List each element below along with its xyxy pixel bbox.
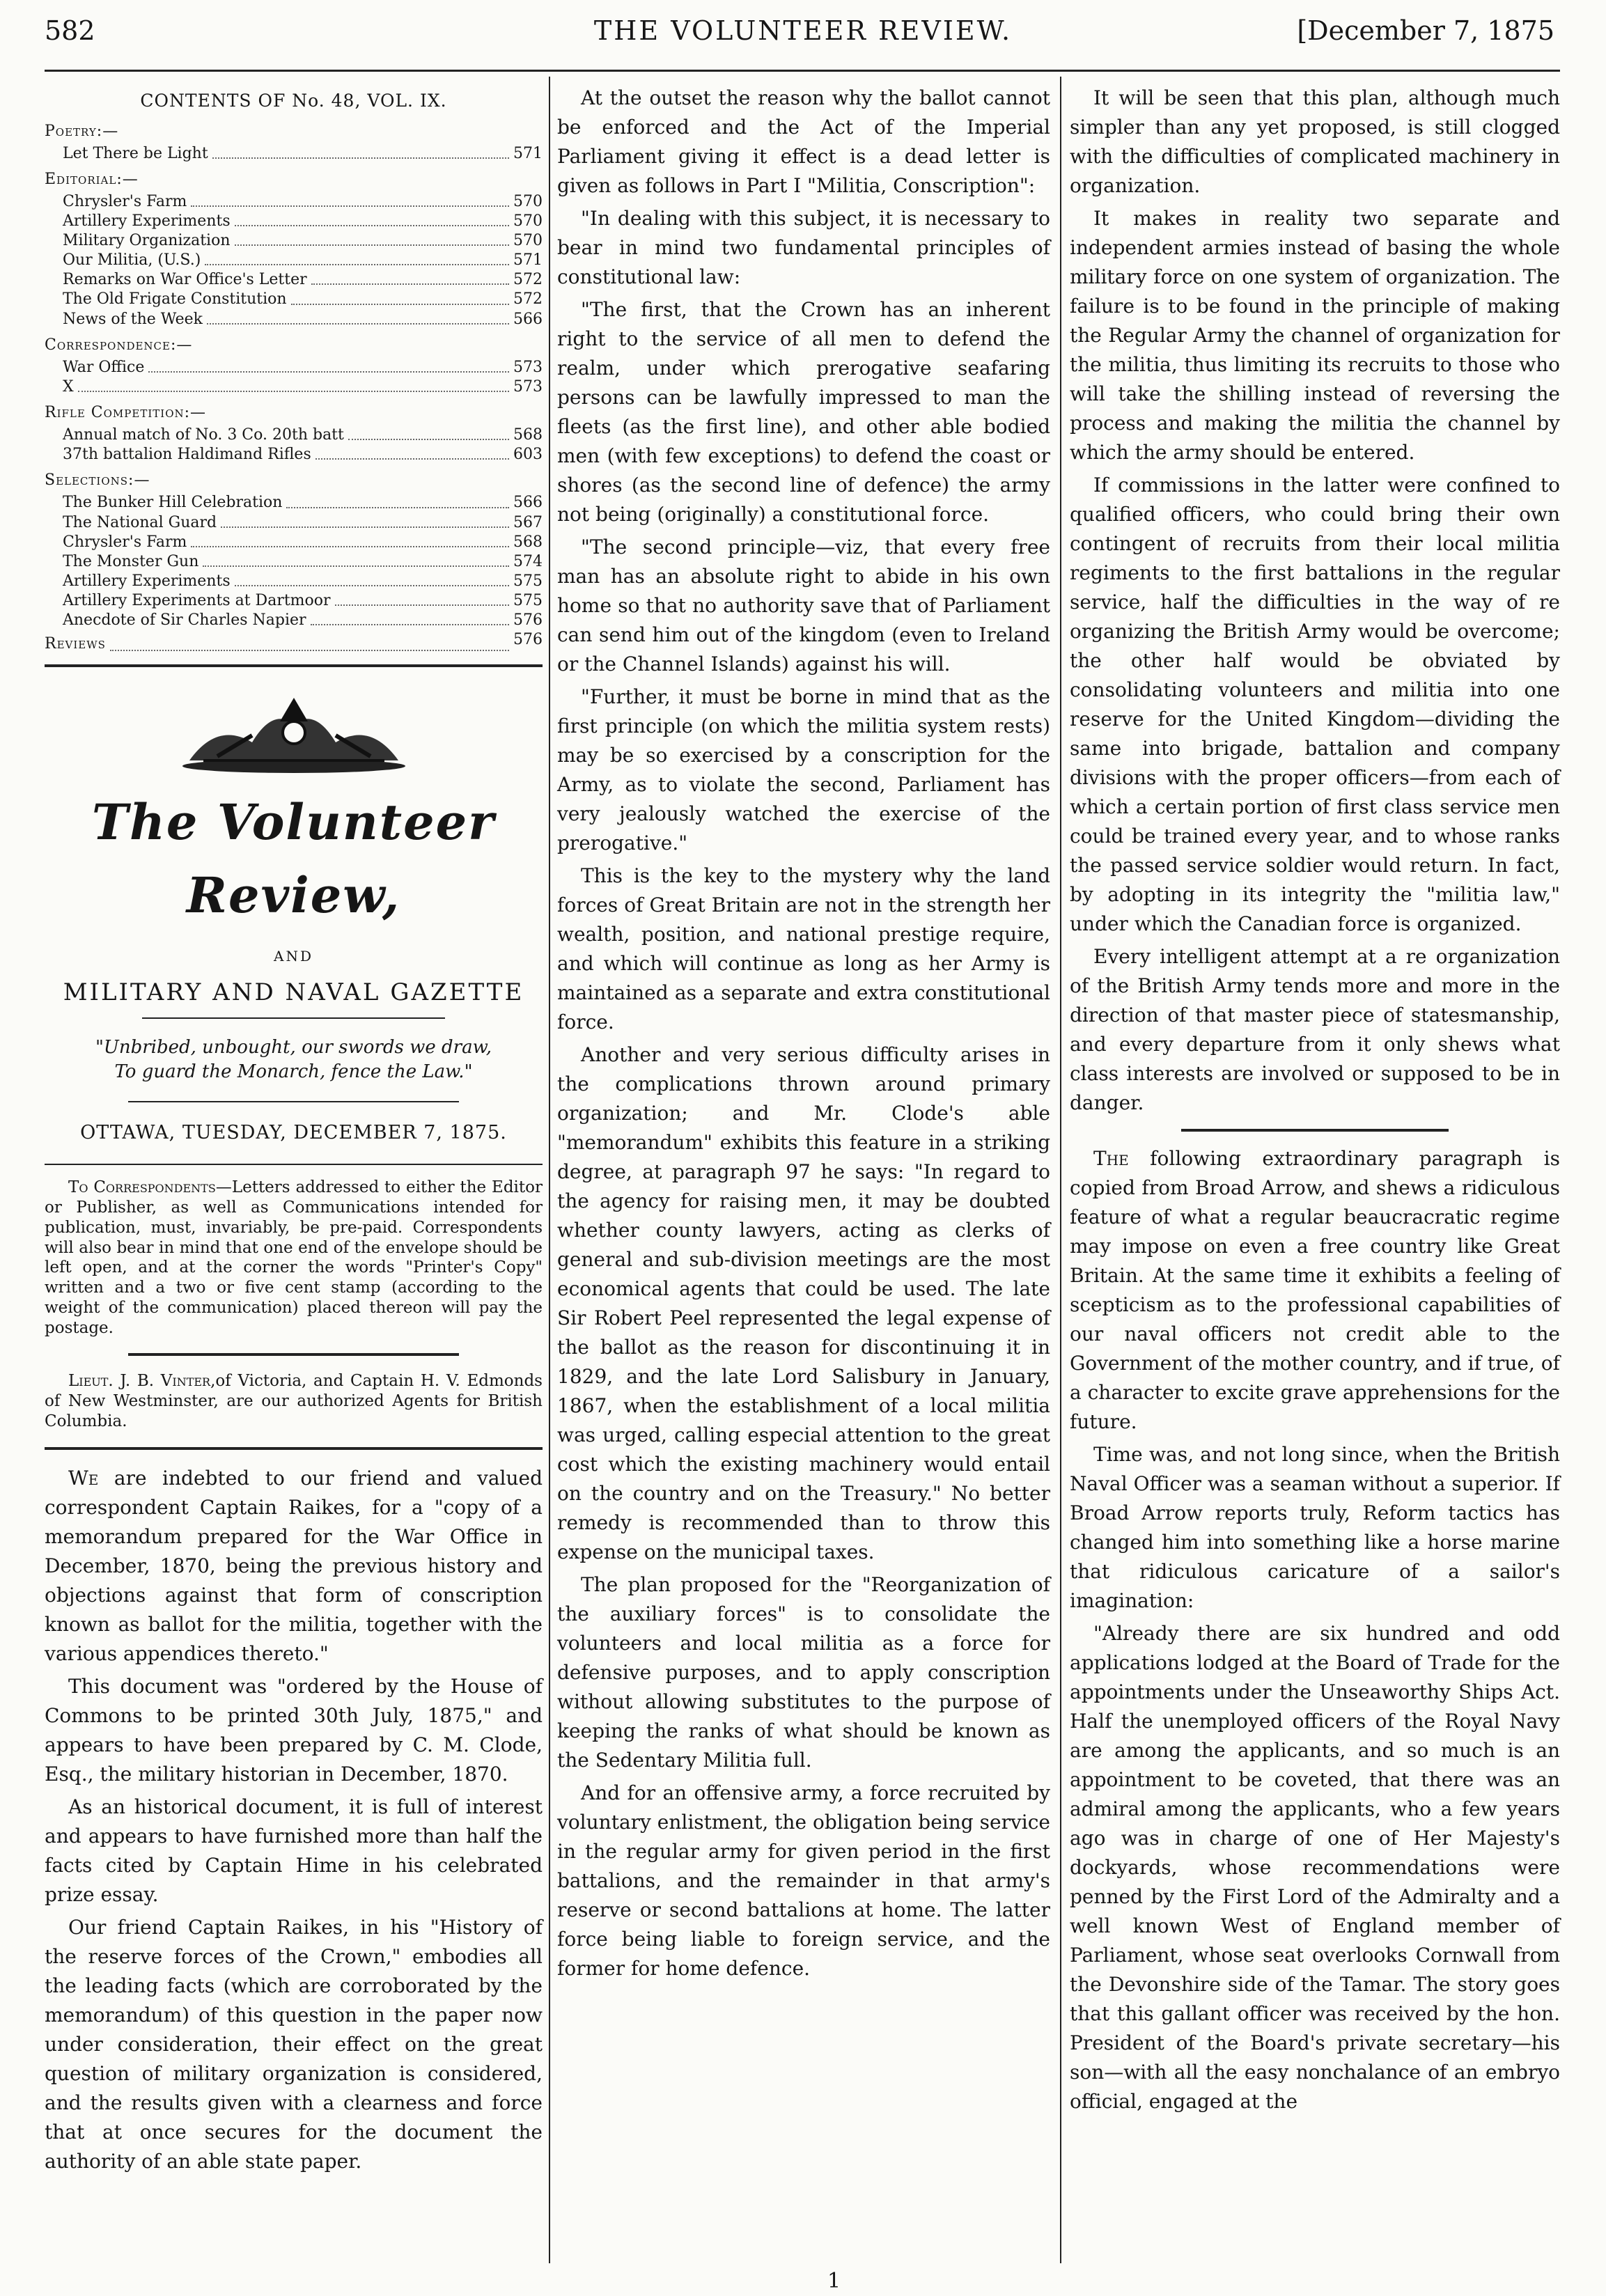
- toc-item-name: News of the Week: [63, 310, 203, 328]
- toc-item-name: 37th battalion Haldimand Rifles: [63, 446, 311, 464]
- paragraph: "The second principle—viz, that every free man has an absolute right to abide in his own home so that no authority save that of Parliament can send him out of the kingdom (even to Ireland or the Channel Islands) against his will.: [557, 536, 1050, 675]
- toc-page-number: 567: [513, 513, 543, 531]
- toc-item: [45, 445, 543, 464]
- toc-page-number: 573: [513, 358, 543, 376]
- toc-page-number: 570: [513, 231, 543, 249]
- toc-leader: [348, 425, 509, 440]
- toc-section-heading: Reviews: [45, 635, 106, 653]
- toc-leader: [191, 192, 509, 207]
- table-of-contents: [45, 120, 543, 656]
- dateline: OTTAWA, TUESDAY, DECEMBER 7, 1875.: [80, 1121, 507, 1143]
- paragraph: At the outset the reason why the ballot cannot be enforced and the Act of the Imperial Parliament giving it effect is a dead letter is given as follows in Part I "Militia, Conscription":: [557, 86, 1050, 197]
- masthead-subtitle: MILITARY AND NAVAL GAZETTE: [63, 978, 524, 1006]
- paragraph-lead: The: [1093, 1147, 1129, 1170]
- toc-section-row: [45, 630, 543, 655]
- toc-page-number: 572: [513, 290, 543, 309]
- paragraph: "In dealing with this subject, it is necessary to bear in mind two fundamental principles of constitutional law:: [557, 207, 1050, 288]
- toc-item: [45, 591, 543, 611]
- paragraph: It will be seen that this plan, although much simpler than any yet proposed, is still clogged with the difficulties of complicated machinery in organization.: [1070, 86, 1560, 197]
- paragraph-text: As an historical document, it is full of interest and appears to have furnished more than half the facts cited by Captain Hime in his celebrated prize essay.: [45, 1795, 543, 1906]
- toc-leader: [207, 310, 509, 325]
- toc-item: [45, 425, 543, 445]
- paragraph-text: This document was "ordered by the House of Commons to be printed 30th July, 1875," and appears to have been prepared by C. M. Clode, Esq., the military historian in December, 1870.: [45, 1674, 543, 1786]
- paragraph: [1070, 1440, 1560, 1616]
- toc-page-number: 570: [513, 192, 543, 210]
- toc-page-number: 566: [513, 310, 543, 328]
- toc-item-name: Military Organization: [63, 231, 231, 249]
- column-2: [557, 84, 1050, 1987]
- toc-leader: [205, 251, 509, 265]
- paragraph-text: following extraordinary paragraph is copied from Broad Arrow, and shews a ridiculous feature of what a regular beaucracratic regime may impose on even a free country like Great Britain. At the same time it exhibits a feeling of scepticism as to the professional capabilities of our naval officers not credit able to the Government of the mother country, and if true, of a character to excite grave apprehensions for the future.: [1070, 1147, 1560, 1433]
- masthead-title: The Volunteer Review,: [91, 792, 496, 924]
- toc-page-number: 568: [513, 533, 543, 551]
- toc-item-name: Our Militia, (U.S.): [63, 251, 201, 270]
- toc-item: [45, 377, 543, 397]
- notice-correspondents-label: To Correspondents: [68, 1178, 216, 1197]
- running-title: THE VOLUNTEER REVIEW.: [593, 15, 1013, 46]
- notice-agents-text: of Victoria, and Captain H. V. Edmonds of New Westminster, are our authorized Agents for British Columbia.: [45, 1372, 543, 1430]
- column-rule-left: [549, 77, 550, 2263]
- toc-leader: [315, 445, 509, 460]
- paragraph: [45, 1913, 543, 2176]
- toc-leader: [148, 358, 509, 373]
- toc-leader: [235, 212, 509, 226]
- page-number: 582: [45, 15, 95, 46]
- toc-page-number: 573: [513, 377, 543, 396]
- paragraph: [45, 1464, 543, 1669]
- crest-emblem-icon: [176, 694, 412, 777]
- toc-leader: [212, 144, 509, 159]
- notice-agents-label: Lieut. J. B. Vinter,: [68, 1372, 216, 1391]
- toc-leader: [311, 270, 509, 285]
- toc-item-name: Anecdote of Sir Charles Napier: [63, 611, 306, 630]
- toc-page-number: 570: [513, 212, 543, 230]
- paragraph: [45, 1672, 543, 1789]
- toc-section-heading: Selections:—: [45, 471, 150, 490]
- toc-item-name: The Old Frigate Constitution: [63, 290, 287, 309]
- paragraph: "The first, that the Crown has an inherent right to the service of all men to defend the realm, under which prerogative seafaring persons can be lawfully impressed to man the fleets (as the first line), and other able bodied men (with few exceptions) to defend the coast or shores (as the second line of defence) the army not being (originally) a constitutional force.: [557, 298, 1050, 526]
- divider: [128, 1353, 459, 1356]
- toc-item-name: Artillery Experiments: [63, 212, 231, 230]
- toc-item-name: War Office: [63, 358, 145, 376]
- toc-leader: [291, 290, 509, 304]
- divider: [45, 1164, 543, 1165]
- toc-page-number: 571: [513, 251, 543, 270]
- toc-item: [45, 572, 543, 591]
- toc-item-name: Let There be Light: [63, 144, 208, 162]
- toc-item: [45, 290, 543, 309]
- paragraph-text: are indebted to our friend and valued correspondent Captain Raikes, for a "copy of a memorandum prepared for the War Office in December, 1870, being the previous history and objections against that form of conscription known as ballot for the militia, together with the various appendices thereto.": [45, 1466, 543, 1665]
- running-header: [0, 6, 1606, 61]
- paragraph: [1070, 1619, 1560, 2116]
- toc-item: [45, 513, 543, 533]
- paragraph-text: "Already there are six hundred and odd applications lodged at the Board of Trade for the appointments under the Unseaworthy Ships Act. Half the unemployed officers of the Royal Navy are among the applicants, and so much is an appointment to be coveted, that there was an admiral among the applicants, who a few years ago was in charge of one of Her Majesty's dockyards, whose recommendations were penned by the First Lord of the Admiralty and a well known West of England member of Parliament, whose seat overlooks Cornwall from the Devonshire side of the Tamar. The story goes that this gallant officer was received by the hon. President of the Board's private secretary—his son—with all the easy nonchalance of an embryo official, engaged at the: [1070, 1622, 1560, 2113]
- toc-leader: [311, 611, 509, 625]
- paragraph: And for an offensive army, a force recruited by voluntary enlistment, the obligation being service in the regular army for given period in the first battalions, and the remainder in that army's reserve or second battalions at home. The latter force being liable to foreign service, and the former for home defence.: [557, 1781, 1050, 1980]
- paragraph-text: Our friend Captain Raikes, in his "History of the reserve forces of the Crown," embodies all the leading facts (which are corroborated by the memorandum) of this question in the paper now under consideration, their effect on the great question of military organization is considered, and the results given with a clearness and force that at once secures for the document the authority of an able state paper.: [45, 1915, 543, 2173]
- paragraph: The plan proposed for the "Reorganization of the auxiliary forces" is to consolidate the volunteers and local militia as a force for defensive purposes, and to apply conscription without allowing substitutes to the purpose of keeping the ranks of what should be known as the Sedentary Militia full.: [557, 1573, 1050, 1772]
- paragraph-text: Time was, and not long since, when the British Naval Officer was a seaman without a superior. If Broad Arrow reports truly, Reform tactics has changed him into something like a horse marine that ridiculous caricature of a sailor's imagination:: [1070, 1443, 1560, 1612]
- toc-page-number: 572: [513, 271, 543, 289]
- toc-leader: [78, 377, 509, 392]
- divider: [128, 1101, 459, 1102]
- divider: [45, 664, 543, 667]
- header-rule: [45, 70, 1560, 72]
- toc-item-name: Artillery Experiments: [63, 572, 231, 590]
- column-3: [1070, 84, 1560, 2120]
- toc-section-heading: Poetry:—: [45, 122, 119, 140]
- toc-item: [45, 212, 543, 231]
- toc-item: [45, 310, 543, 329]
- article-continuation: [1070, 84, 1560, 1118]
- toc-item: [45, 144, 543, 164]
- toc-page-number: 571: [513, 144, 543, 162]
- bottom-mark: 1: [827, 2269, 841, 2293]
- toc-page-number: 603: [513, 446, 543, 464]
- toc-item: [45, 192, 543, 212]
- toc-leader: [203, 552, 509, 567]
- toc-leader: [191, 533, 509, 547]
- motto: [45, 1036, 543, 1084]
- toc-item-name: The Bunker Hill Celebration: [63, 494, 283, 512]
- column-rule-right: [1060, 77, 1061, 2263]
- toc-item: [45, 251, 543, 270]
- toc-item-name: The National Guard: [63, 513, 217, 531]
- toc-section-heading: Correspondence:—: [45, 336, 193, 354]
- toc-leader: [221, 513, 509, 528]
- article-body: [557, 84, 1050, 1983]
- toc-section-heading: Rifle Competition:—: [45, 404, 207, 422]
- motto-line-2: To guard the Monarch, fence the Law.": [114, 1061, 473, 1082]
- paragraph: Every intelligent attempt at a re organization of the British Army tends more and more in the direction of that master piece of statesmanship, and every departure from it only shews what class interests are involved or supposed to be in danger.: [1070, 945, 1560, 1114]
- toc-item: [45, 358, 543, 377]
- toc-page-number: 566: [513, 494, 543, 512]
- toc-page-number: 575: [513, 572, 543, 590]
- paragraph-lead: We: [68, 1466, 99, 1490]
- toc-page-number: 575: [513, 592, 543, 610]
- divider: [142, 1017, 445, 1019]
- paragraph: [45, 1793, 543, 1910]
- toc-leader: [235, 572, 509, 586]
- toc-item: [45, 611, 543, 630]
- motto-line-1: "Unbribed, unbought, our swords we draw,: [95, 1036, 492, 1058]
- masthead-and: AND: [274, 947, 313, 965]
- paragraph: It makes in reality two separate and independent armies instead of basing the whole military force on one system of organization. The failure is to be found in the principle of making the Regular Army the channel of organization for the militia, thus limiting its recruits to those who will take the shilling instead of reversing the process and making the militia the channel by which the army should be entered.: [1070, 207, 1560, 464]
- toc-item-name: Remarks on War Office's Letter: [63, 271, 307, 289]
- paragraph: If commissions in the latter were confined to qualified officers, who could bring their own contingent of recruits from their local militia regiments to the first battalions in the regular service, half the difficulties in the way of re organizing the British Army would be overcome; the other half would be obviated by consolidating volunteers and militia into one reserve for the United Kingdom—dividing the same into brigade, battalion and company divisions with the proper officers—from each of which a certain portion of first class service men could be trained every year, and to whose ranks the passed service soldier would return. In fact, by adopting in its integrity the "militia law," under which the Canadian force is organized.: [1070, 474, 1560, 935]
- toc-item-name: The Monster Gun: [63, 552, 199, 570]
- notice-agents: [45, 1371, 543, 1431]
- divider: [45, 1447, 543, 1450]
- notice-correspondents: [45, 1178, 543, 1338]
- toc-item-name: X: [63, 377, 74, 396]
- editorial-body: [45, 1464, 543, 2176]
- divider: [1181, 1129, 1449, 1132]
- toc-page-number: 576: [513, 631, 543, 649]
- toc-item: [45, 493, 543, 513]
- toc-item-name: Annual match of No. 3 Co. 20th batt: [63, 426, 344, 444]
- toc-leader: [335, 591, 509, 606]
- toc-item: [45, 533, 543, 552]
- contents-title: CONTENTS OF No. 48, VOL. IX.: [140, 91, 447, 111]
- toc-leader: [286, 493, 509, 508]
- toc-item-name: Chrysler's Farm: [63, 533, 187, 551]
- toc-page-number: 574: [513, 552, 543, 570]
- broad-arrow-item: [1070, 1144, 1560, 2116]
- toc-section-heading: Editorial:—: [45, 170, 139, 188]
- toc-leader: [110, 630, 509, 650]
- paragraph: Another and very serious difficulty arises in the complications thrown around primary organization; and Mr. Clode's able "memorandum" exhibits this feature in a striking degree, at paragraph 97 he says: "In regard to the agency for raising men, it may be doubted whether county lawyers, acting as clerks of general and sub-division meetings are the most economical agents that could be used. The late Sir Robert Peel represented the legal expense of the ballot as the reason for discontinuing it in 1829, and the late Lord Salisbury in January, 1867, when the establishment of a local militia was urged, calling especial attention to the great cost which the existing machinery would entail on the country and on the Treasury." No better remedy is recommended than to throw this expense on the municipal taxes.: [557, 1043, 1050, 1563]
- toc-item: [45, 231, 543, 251]
- notice-correspondents-text: —Letters addressed to either the Editor or Publisher, as well as Communications intended for publication, must, invariably, be pre-paid. Correspondents will also bear in mind that one end of the envelope should be left open, and at the corner the words "Printer's Copy" written and a two or five cent stamp (according to the weight of the communication) placed thereon will pay the postage.: [45, 1178, 543, 1337]
- toc-item-name: Chrysler's Farm: [63, 192, 187, 210]
- paragraph: This is the key to the mystery why the land forces of Great Britain are not in the strength her wealth, position, and national prestige require, and which will continue as long as her Army is maintained as a separate and extra constitutional force.: [557, 864, 1050, 1033]
- issue-date: [December 7, 1875: [1297, 15, 1554, 46]
- toc-item: [45, 270, 543, 290]
- toc-item: [45, 552, 543, 572]
- toc-page-number: 576: [513, 611, 543, 630]
- toc-item-name: Artillery Experiments at Dartmoor: [63, 592, 331, 610]
- paragraph: [1070, 1144, 1560, 1437]
- toc-page-number: 568: [513, 426, 543, 444]
- paragraph: "Further, it must be borne in mind that as the first principle (on which the militia system rests) may be so exercised by a conscription for the Army, as to violate the second, Parliament has very jealously watched the exercise of the prerogative.": [557, 685, 1050, 854]
- column-1: [45, 84, 543, 2180]
- toc-leader: [235, 231, 510, 246]
